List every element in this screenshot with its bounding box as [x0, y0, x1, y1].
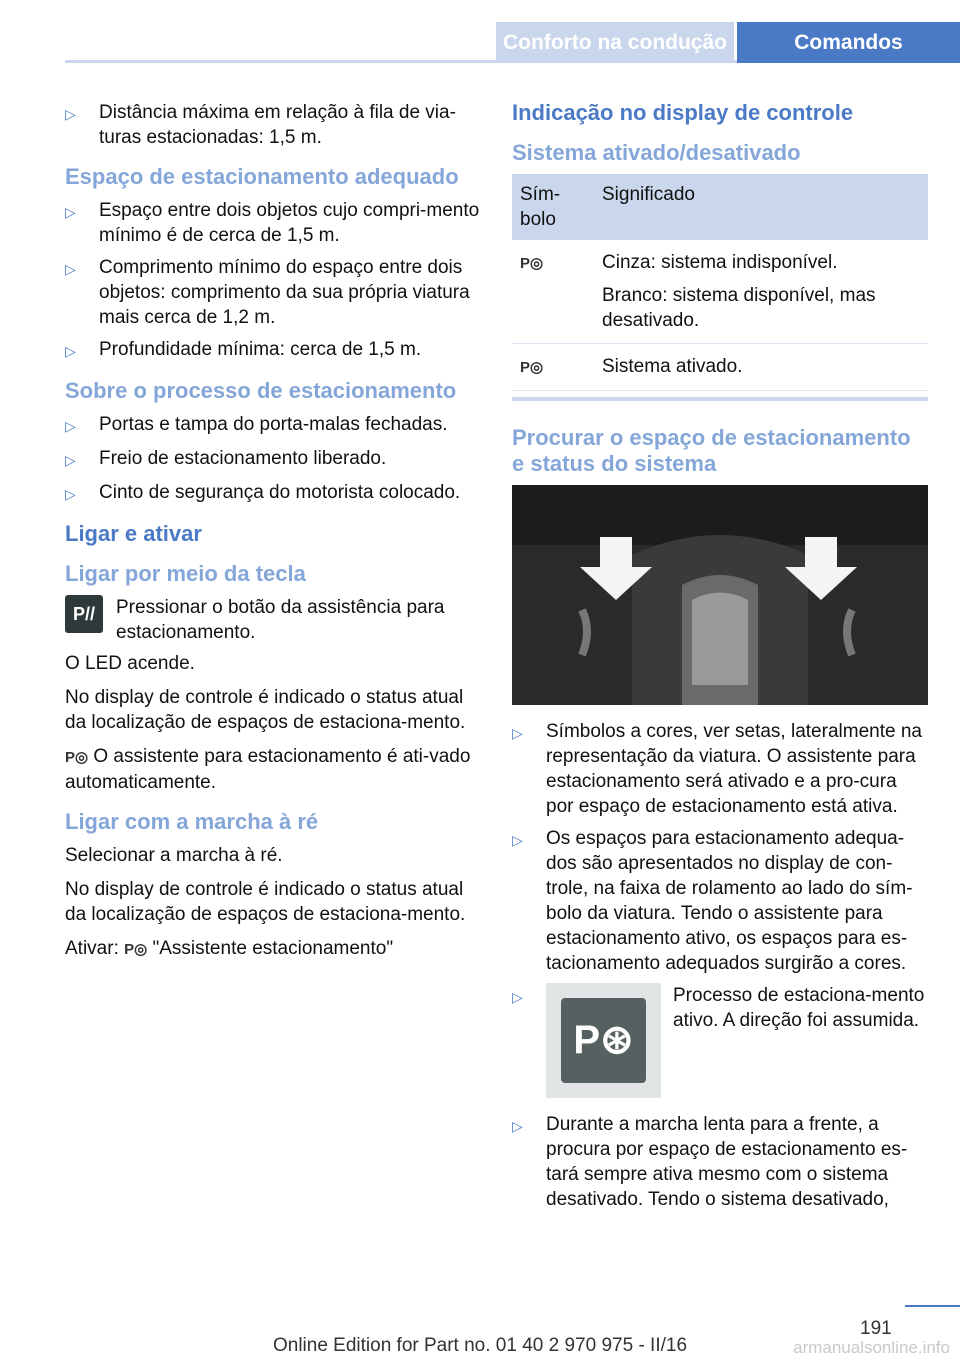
triangle-bullet-icon: ▷	[65, 486, 76, 502]
list-item: ▷ P⊛ Processo de estaciona-mento ativo. A direção foi assumida.	[512, 983, 928, 1098]
display-text: No display de controle é indicado o status atual da localização de espaços de estaciona-mento.	[65, 687, 466, 733]
triangle-bullet-icon: ▷	[65, 204, 76, 220]
watermark: armanualsonline.info	[793, 1338, 950, 1357]
heading-reverse: Ligar com a marcha à ré	[65, 809, 319, 834]
reverse-display-text: No display de controle é indicado o status atual da localização de espaços de estaciona-mento.	[65, 879, 466, 925]
triangle-bullet-icon: ▷	[512, 989, 523, 1005]
table-header-meaning: Significado	[594, 174, 928, 240]
footer-rule	[905, 1305, 960, 1307]
triangle-bullet-icon: ▷	[65, 452, 76, 468]
list-item: ▷ Os espaços para estacionamento adequa-dos são apresentados no display de con-trole, na faixa de rolamento ao lado do sím-bolo da viatura. Tendo o assistente para estacionamento ativo, os espaços para es-tacionamento adequados surgirão a cores.	[512, 828, 913, 974]
park-assist-symbol-icon: P◎	[65, 749, 89, 766]
left-column	[65, 100, 480, 971]
key-instruction: P// Pressionar o botão da assistência para estacionamento.	[65, 595, 480, 645]
list-item: ▷ Durante a marcha lenta para a frente, a procura por espaço de estacionamento es-tará sempre ativa mesmo com o sistema desativado. Tendo o sistema desativado,	[512, 1114, 908, 1210]
triangle-bullet-icon: ▷	[65, 106, 76, 122]
footer-edition: Online Edition for Part no. 01 40 2 970 975 - II/16	[272, 1335, 688, 1356]
page-number: 191	[860, 1318, 892, 1339]
park-assist-active-icon: P◎	[520, 359, 544, 376]
triangle-bullet-icon: ▷	[512, 832, 523, 848]
list-item: ▷ Espaço entre dois objetos cujo compri-mento mínimo é de cerca de 1,5 m.	[65, 200, 480, 246]
list-item: ▷ Distância máxima em relação à fila de via-turas estacionadas: 1,5 m.	[65, 102, 456, 148]
heading-switch-on: Ligar e ativar	[65, 521, 202, 546]
steering-assist-icon: P⊛	[546, 983, 661, 1098]
car-display-illustration	[512, 485, 928, 705]
header-section-tab[interactable]: Conforto na condução	[496, 22, 734, 63]
heading-via-button: Ligar por meio da tecla	[65, 561, 306, 586]
park-assist-button-icon: P//	[65, 595, 103, 633]
reverse-select-text: Selecionar a marcha à ré.	[65, 845, 283, 866]
table-end-rule	[512, 397, 928, 401]
triangle-bullet-icon: ▷	[65, 261, 76, 277]
table-header-symbol: Sím-bolo	[512, 174, 594, 240]
parking-display-photo	[512, 485, 928, 705]
list-item: ▷ Freio de estacionamento liberado.	[65, 446, 480, 473]
heading-parking-process: Sobre o processo de estacionamento	[65, 378, 457, 403]
list-item: ▷ Profundidade mínima: cerca de 1,5 m.	[65, 337, 480, 364]
list-item: ▷ Cinto de segurança do motorista colocado.	[65, 480, 480, 507]
table-row: P◎ Cinza: sistema indisponível. Branco: sistema disponível, mas desativado.	[512, 240, 928, 344]
list-item: ▷ Comprimento mínimo do espaço entre dois objetos: comprimento da sua própria viatura mais cerca de 1,2 m.	[65, 257, 470, 328]
table-row: P◎ Sistema ativado.	[512, 344, 928, 391]
activate-text: Ativar: P◎ "Assistente estacionamento"	[65, 936, 480, 962]
right-column	[512, 100, 928, 1219]
triangle-bullet-icon: ▷	[65, 343, 76, 359]
triangle-bullet-icon: ▷	[512, 1118, 523, 1134]
heading-suitable-space: Espaço de estacionamento adequado	[65, 164, 459, 189]
heading-display-indication: Indicação no display de controle	[512, 100, 854, 125]
heading-search-space: Procurar o espaço de estacionamento e status do sistema	[512, 425, 911, 476]
auto-text: P◎ O assistente para estacionamento é ati-vado automaticamente.	[65, 746, 471, 793]
led-text: O LED acende.	[65, 653, 195, 674]
park-assist-symbol-icon: P◎	[520, 255, 544, 272]
heading-system-status: Sistema ativado/desativado	[512, 140, 801, 165]
list-item: ▷ Símbolos a cores, ver setas, lateralmente na representação da viatura. O assistente para estacionamento será ativado e a pro-cura por espaço de estacionamento está ativa.	[512, 721, 922, 817]
park-assist-symbol-icon: P◎	[124, 941, 148, 958]
triangle-bullet-icon: ▷	[65, 418, 76, 434]
triangle-bullet-icon: ▷	[512, 725, 523, 741]
list-item: ▷ Portas e tampa do porta-malas fechadas.	[65, 412, 480, 439]
header-chapter-tab[interactable]: Comandos	[737, 22, 960, 63]
symbol-table	[512, 174, 928, 391]
